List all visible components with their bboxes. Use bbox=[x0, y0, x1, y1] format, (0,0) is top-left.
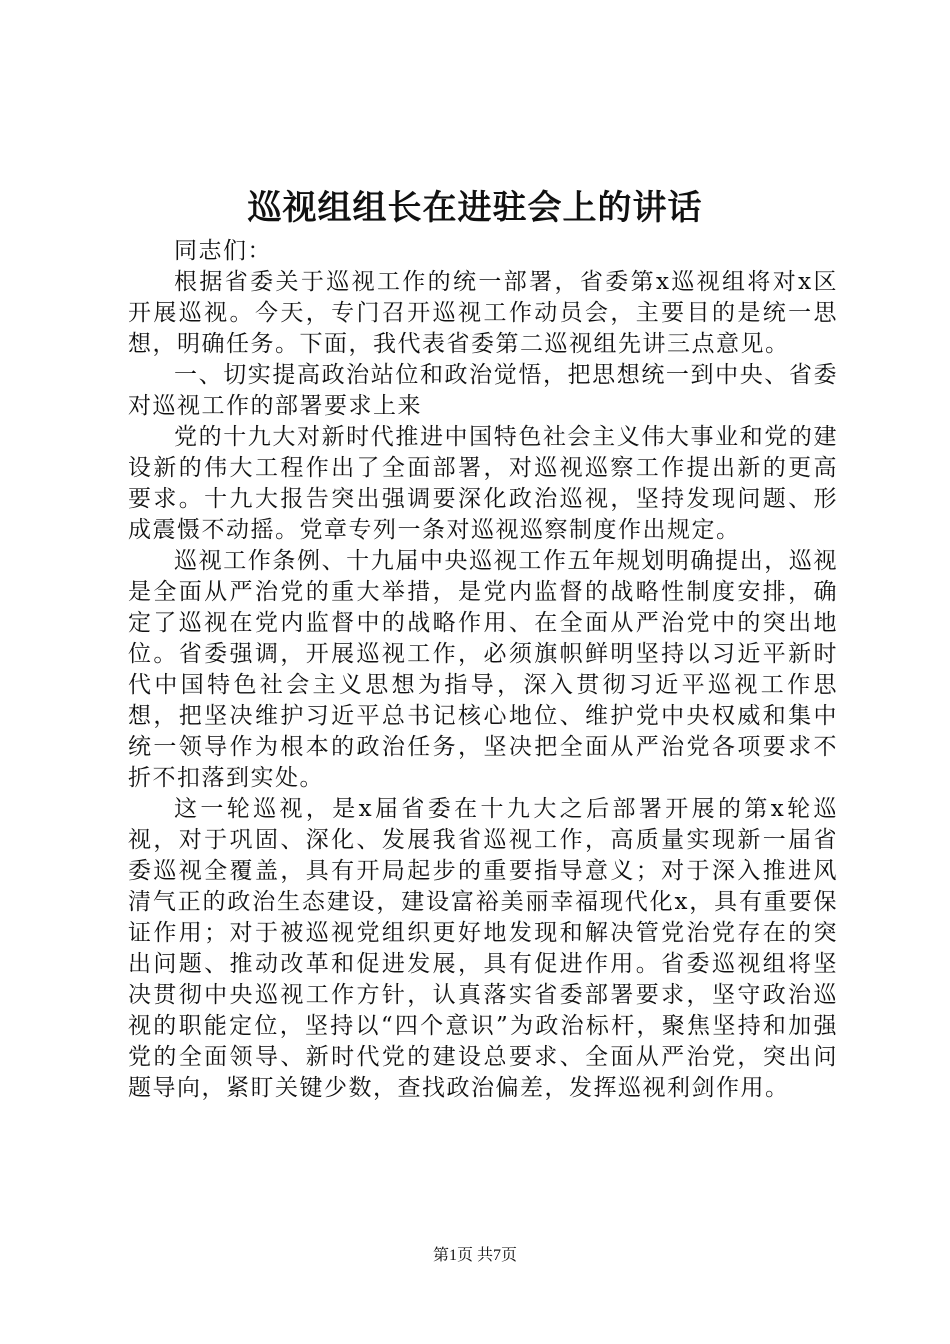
body-paragraph: 这一轮巡视，是x届省委在十九大之后部署开展的第x轮巡视，对于巩固、深化、发展我省巡视工作，高质量实现新一届省委巡视全覆盖，具有开局起步的重要指导意义；对于深入推进风清气正的政治生态建设，建设富裕美丽幸福现代化x，具有重要保证作用；对于被巡视党组织更好地发现和解决管党治党存在的突出问题、推动改革和促进发展，具有促进作用。省委巡视组将坚决贯彻中央巡视工作方针，认真落实省委部署要求，坚守政治巡视的职能定位，坚持以“四个意识”为政治标杆，聚焦坚持和加强党的全面领导、新时代党的建设总要求、全面从严治党，突出问题导向，紧盯关键少数，查找政治偏差，发挥巡视利剑作用。 bbox=[128, 796, 838, 1101]
section-heading: 一、切实提高政治站位和政治觉悟，把思想统一到中央、省委对巡视工作的部署要求上来 bbox=[128, 362, 838, 419]
document-body bbox=[128, 236, 838, 1104]
page-footer: 第1页 共7页 bbox=[432, 1247, 517, 1264]
document-title: 巡视组组长在进驻会上的讲话 bbox=[247, 188, 703, 228]
body-paragraph: 巡视工作条例、十九届中央巡视工作五年规划明确提出，巡视是全面从严治党的重大举措，是党内监督的战略性制度安排，确定了巡视在党内监督中的战略作用、在全面从严治党中的突出地位。省委强调，开展巡视工作，必须旗帜鲜明坚持以习近平新时代中国特色社会主义思想为指导，深入贯彻习近平巡视工作思想，把坚决维护习近平总书记核心地位、维护党中央权威和集中统一领导作为根本的政治任务，坚决把全面从严治党各项要求不折不扣落到实处。 bbox=[128, 548, 838, 791]
body-paragraph: 根据省委关于巡视工作的统一部署，省委第x巡视组将对x区开展巡视。今天，专门召开巡视工作动员会，主要目的是统一思想，明确任务。下面，我代表省委第二巡视组先讲三点意见。 bbox=[128, 269, 838, 357]
salutation: 同志们： bbox=[174, 238, 272, 264]
body-paragraph: 党的十九大对新时代推进中国特色社会主义伟大事业和党的建设新的伟大工程作出了全面部署，对巡视巡察工作提出新的更高要求。十九大报告突出强调要深化政治巡视，坚持发现问题、形成震慑不动摇。党章专列一条对巡视巡察制度作出规定。 bbox=[128, 424, 838, 543]
